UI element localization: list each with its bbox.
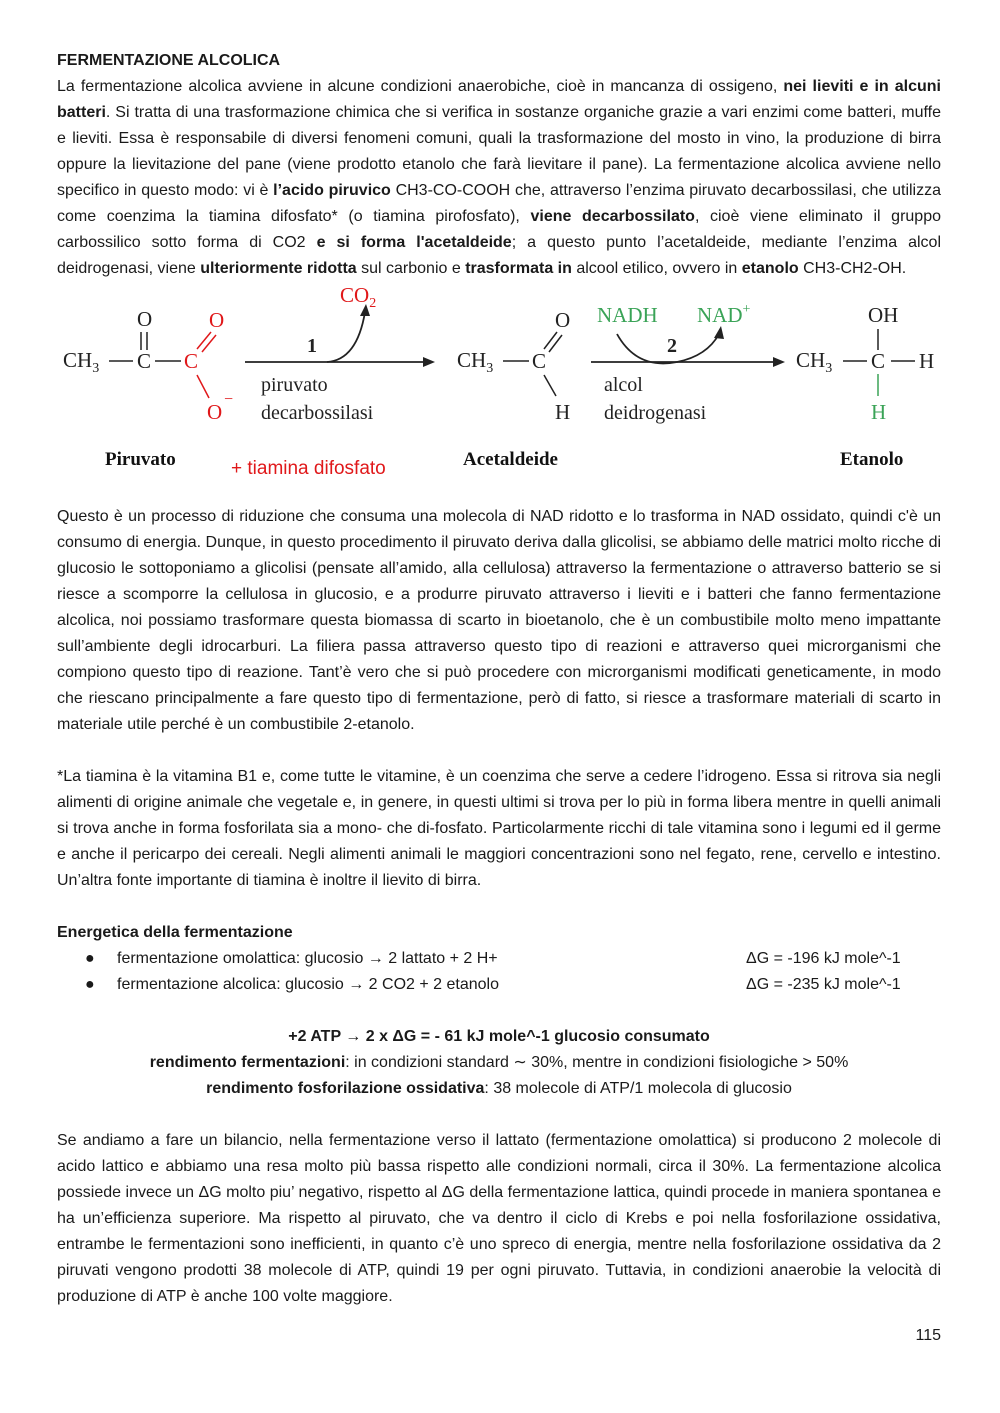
energetica-heading: Energetica della fermentazione xyxy=(57,924,293,941)
intro-bold-6: trasformata in xyxy=(465,260,572,277)
intro-paragraph xyxy=(57,74,941,282)
atp-line xyxy=(57,1024,941,1050)
arrow-2-head xyxy=(773,357,785,367)
bullet-icon: ● xyxy=(85,976,95,993)
pyruvate-o-minus: O xyxy=(207,400,223,424)
intro-bold-4: e si forma l'acetaldeide xyxy=(316,234,512,251)
process-paragraph: Questo è un processo di riduzione che consuma una molecola di NAD ridotto e lo trasforma in NAD ossidato, quindi c'è un consumo di energia. Dunque, in questo procedimento il piruvato deriva dalla glicolisi, se abbiamo delle matrici molto ricche di glucosio le sottoponiamo a glicolisi (pensate all’amido, alla cellulosa) attraverso la fermentazione o attraverso batterio se si riesce a scomporre la cellulosa in glucosio, e a produrre piruvato attraverso i lieviti e i batteri che fanno fermentazione alcolica, noi possiamo trasformare questa biomassa di scarto in bioetanolo, che è un combustibile molto meno impattante sull’ambiente degli idrocarburi. La filiera passa attraverso questo tipo di reazioni e attraverso quei microrganismi che compiono questo tipo di reazione. Tant’è vero che si può procedere con microrganismi modificati geneticamente, in modo che riescano principalmente a fare questo tipo di fermentazione, però di fatto, si riesce a trasformare materiali di scarto in materiale utile perché è un combustibile 2-etanolo. xyxy=(57,508,942,733)
pyruvate-c1: C xyxy=(137,349,152,373)
rend-fosf-label: rendimento fosforilazione ossidativa xyxy=(206,1080,485,1097)
rendimento-fermentazioni xyxy=(57,1050,941,1076)
bullet-text: fermentazione alcolica: glucosio → 2 CO2 + 2 etanolo xyxy=(117,976,499,993)
intro-bold-5: ulteriormente ridotta xyxy=(200,260,357,277)
acetaldehyde-h: H xyxy=(555,400,571,424)
red-double-bond-b xyxy=(202,335,216,352)
arrow-1-head xyxy=(423,357,435,367)
bullet-item-alcolica xyxy=(57,972,941,998)
nad-label: NAD+ xyxy=(697,302,751,327)
ethanol-h-green: H xyxy=(871,400,887,424)
enzyme-1-line-b: decarbossilasi xyxy=(261,402,374,424)
bilancio-paragraph: Se andiamo a fare un bilancio, nella fermentazione verso il lattato (fermentazione omolattica) si producono 2 molecole di acido lattico e abbiamo una resa molto più bassa rispetto alle condizioni normali, circa il 30%. La fermentazione alcolica possiede invece un ΔG molto piu’ negativo, rispetto al ΔG della fermentazione lattica, quindi procede in maniera spontanea e ha un’efficienza superiore. Ma rispetto al piruvato, che va dentro il ciclo di Krebs e poi nella fosforilazione ossidativa, entrambe le fermentazioni sono inefficienti, in quanto c’è uno spreco di energia, mentre nella fosforilazione ossidativa da 2 piruvati vengono prodotti 38 molecole di ATP, quindi 19 per ogni piruvato. Tuttavia, in condizioni anaerobie la velocità di produzione di ATP è anche 100 volte maggiore. xyxy=(57,1132,941,1305)
footnote-paragraph: *La tiamina è la vitamina B1 e, come tutte le vitamine, è un coenzima che serve a cedere l’idrogeno. Essa si ritrova sia negli alimenti di origine animale che vegetale e, in genere, in questi ultimi si trova per lo più in forma libera mentre in quelli animali si trova anche in forma fosforilata sia a mono- che di-fosfato. Particolarmente ricchi di tale vitamina sono i legumi ed il germe e anche il pericarpo dei cereali. Negli alimenti animali le maggiori concentrazioni sono nel fegato, rene, cervello e intestino. Un’altra fonte importante di tiamina è inoltre il lievito di birra. xyxy=(57,768,941,889)
enzyme-2-line-b: deidrogenasi xyxy=(604,402,707,424)
intro-bold-1: nei lieviti e in alcuni batteri xyxy=(57,78,942,121)
rend-ferm-label: rendimento fermentazioni xyxy=(149,1054,346,1071)
rend-fosf-text: : 38 molecole di ATP/1 molecola di glucosio xyxy=(484,1080,792,1097)
intro-text-4: , cioè viene eliminato il gruppo carbossilico sotto forma di CO2 xyxy=(57,208,941,251)
acetaldehyde-o: O xyxy=(555,308,571,332)
pyruvate-c2: C xyxy=(184,349,199,373)
ethanol-c: C xyxy=(871,349,886,373)
pyruvate-minus: − xyxy=(224,391,234,408)
page-content xyxy=(57,48,941,1310)
step-1-label: 1 xyxy=(307,335,317,357)
step-2-label: 2 xyxy=(667,335,677,357)
bullet-item-omolattica xyxy=(57,946,941,972)
intro-text-8: CH3-CH2-OH. xyxy=(798,260,907,277)
delta-g-value: ΔG = -196 kJ mole^-1 xyxy=(746,950,901,967)
co2-release-arrow xyxy=(327,312,365,362)
pyruvate-ch3: $CH_3$ xyxy=(63,348,100,376)
ethanol-oh: OH xyxy=(868,303,899,327)
ethanol-h-right: H xyxy=(919,349,935,373)
nad-cycle-head xyxy=(714,326,724,339)
ald-h-bond xyxy=(544,375,556,396)
intro-text-6: sul carbonio e xyxy=(356,260,466,277)
intro-text-7: alcool etilico, ovvero in xyxy=(571,260,742,277)
intro-text-2: . Si tratta di una trasformazione chimica che si verifica in sostanze organiche grazie a vari enzimi come batteri, muffe e lieviti. Essa è responsabile di diversi fenomeni comuni, quali la trasformazione del mosto in vino, la produzione di birra oppure la lievitazione del pane (viene prodotto etanolo che farà lievitare il pane). La fermentazione alcolica avviene nello specifico in questo modo: vi è xyxy=(57,104,941,199)
intro-text-1: La fermentazione alcolica avviene in alcune condizioni anaerobiche, cioè in mancanza di ossigeno, xyxy=(57,78,784,95)
red-double-bond-a xyxy=(197,332,211,349)
nadh-label: NADH xyxy=(597,303,658,327)
acetaldehyde-label: Acetaldeide xyxy=(463,449,558,470)
atp-line-text: +2 ATP → 2 x ΔG = - 61 kJ mole^-1 glucosio consumato xyxy=(288,1028,710,1045)
ald-double-bond-b xyxy=(549,335,562,352)
intro-text-3: CH3-CO-COOH che, attraverso l’enzima piruvato decarbossilasi, che utilizza come coenzima la tiamina difosfato* (o tiamina pirofosfato), xyxy=(57,182,942,225)
tiamina-label: + tiamina difosfato xyxy=(231,458,386,479)
enzyme-1-line-a: piruvato xyxy=(261,374,328,396)
pyruvate-o2: O xyxy=(209,308,225,332)
rend-ferm-text: : in condizioni standard ∼ 30%, mentre in condizioni fisiologiche > 50% xyxy=(345,1054,849,1071)
delta-g-value: ΔG = -235 kJ mole^-1 xyxy=(746,976,901,993)
ethanol-label: Etanolo xyxy=(840,449,904,470)
ethanol-ch3: $CH_3$ xyxy=(796,348,833,376)
bullet-icon: ● xyxy=(85,950,95,967)
pyruvate-o1: O xyxy=(137,307,153,331)
reaction-diagram xyxy=(57,282,941,504)
acetaldehyde-ch3: $CH_3$ xyxy=(457,348,494,376)
enzyme-2-line-a: alcol xyxy=(604,374,643,396)
intro-bold-2: l’acido piruvico xyxy=(273,182,391,199)
co2-label: $CO_2$ xyxy=(340,283,377,311)
intro-text-5: ; a questo punto l’acetaldeide, mediante l’enzima alcol deidrogenasi, viene xyxy=(57,234,942,277)
red-single-bond xyxy=(197,375,209,398)
pyruvate-label: Piruvato xyxy=(105,449,176,470)
intro-bold-3: viene decarbossilato xyxy=(530,208,695,225)
section-title: FERMENTAZIONE ALCOLICA xyxy=(57,52,281,69)
page-number: 115 xyxy=(915,1327,941,1344)
ald-double-bond-a xyxy=(544,332,557,349)
rendimento-fosforilazione xyxy=(57,1076,941,1102)
acetaldehyde-c: C xyxy=(532,349,547,373)
bullet-text: fermentazione omolattica: glucosio → 2 lattato + 2 H+ xyxy=(117,950,498,967)
intro-bold-7: etanolo xyxy=(741,260,799,277)
